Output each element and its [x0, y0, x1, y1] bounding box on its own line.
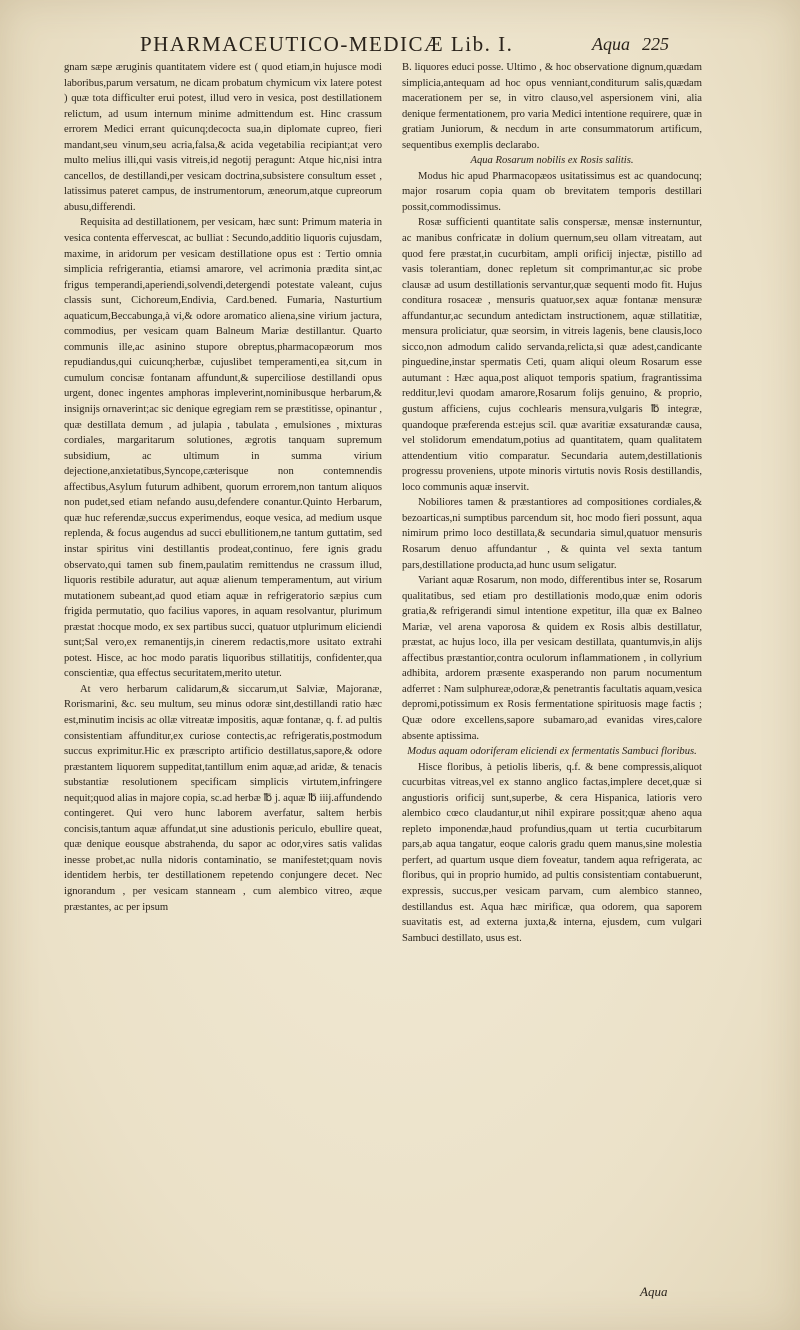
- section-label: Aqua: [592, 34, 630, 54]
- paragraph: B. liquores educi posse. Ultimo , & hoc observatione dignum,quædam simplicia,antequam ad hoc opus venniant,conditurum salis,quædam macerationem per se, in vitro clauso,vel aspersionem vini, alia denique fermentationem, pro varia Medici intentione requirere, quæ in gratiam Juniorum, & necdum in arte consummatorum artificum, sequentibus exemplis declarabo.: [402, 62, 702, 151]
- paragraph: Hisce floribus, à petiolis liberis, q.f. & bene compressis,aliquot cucurbitas vitreas,vel ex stanno anglico factas,implere decet,quæ si angustioris orificij sunt,superbe, & cera Hispanica, latioris vero alembico cœco claudantur,ut nihil expirare possit;quæ aheno aqua repleto imponendæ,haud profundius,quam ut tertia cucurbitarum pars,ab aqua tangatur, eoque caloris gradu quem manus,sine molestia perfert, ad quartum usque diem foveatur, tandem aqua refrigerata, ac floribus, qui in proprio humido, ad pultis consistentiam contabuerunt, expressis, succus,per vesicam parvam, cum alembico stanneo, destillandus est. Aqua hæc mirificæ, qua odorem, qua saporem suavitatis est, ad externa juxta,& interna, ejusdem, cum vulgari Sambuci destillato, usus est.: [402, 761, 702, 944]
- paragraph: Variant aquæ Rosarum, non modo, differentibus inter se, Rosarum qualitatibus, sed etiam pro destillationis modo,quæ enim odoris gratia,& refrigerandi simul intentione expetitur, illa quæ ex Balneo Mariæ, vel arena vaporosa & quidem ex Rosis albis destillatur, præstat, ac hujus loco, illa per vesicam destillata, quantumvis,in alijs affectibus præstantior,contra oculorum inflammationem , in collyrium adhibita, ardorem præsente exasperando non parum nocumentum adferret : Nam sulphureæ,odoræ,& penetrantis facultatis aquam,vesica depromi,potissimum ex Rosis fermentatione spirituosis mage factis ; Quæ odore excellens,sapore subamaro,ad evanidas vires,calore absente aptissima.: [402, 575, 702, 742]
- paragraph: gnam sæpe æruginis quantitatem videre est ( quod etiam,in hujusce modi laboribus,parum versatum, ne dicam probatum chymicum vix latere potest ) quæ tota difficulter erui potest, illud vero in vesica, post destillationem relictum, ad usum internum minime admittendum est. Hinc crassum errorem Medici errant quicunq;decocta sua,in diplomate cupreo, fieri mandant,seu vinum,seu acria,falsa,& acida vegetabilia recipiant;at vero multo melius illi,qui vasis vitreis,id negotij peragunt: Atque hic,nisi intra cancellos, de destillandi,per vesicam doctrina,subsistere consultum esset , latissimus pateret campus, de instrumentorum, æneorum,atque cupreorum abusu,differendi.: [64, 62, 382, 213]
- paragraph: At vero herbarum calidarum,& siccarum,ut Salviæ, Majoranæ, Rorismarini, &c. seu multum, seu minus odoræ sint,destillandi ratio hæc est,minutim incisis ac ollæ vitreatæ impositis, aquæ fontanæ, q. f. ad pultis consistentiam affunditur,ex curiose contectis,ac refrigeratis,postmodum succus exprimitur.Hic ex præscripto artificio destillatus,sapore,& odore præstantem liquorem suppeditat,tantillum enim aquæ,ad aridæ, & tenacis substantiæ resolutionem specificam simplicis virtutem,infringere nequit;quod alias in majore copia, sc.ad herbæ ℔ j. aquæ ℔ iiij.affundendo contingeret. Qui vero hunc laborem averfatur, saltem herbis concisis,tantum aquæ affundat,ut sine adustionis periculo, ebullire queat, quæ denique eousque abstrahenda, du sapor ac odor,vires satis validas inesse probet,ac nulla nidoris contaminatio, se manifestet;quam novis identidem herbis, ter destillationem repetendo conjungere decet. Nec ignorandum , per vesicam stanneam , cum alembico vitreo, æque præstantes, ac per ipsum: [64, 683, 382, 913]
- section-heading: Aqua Rosarum nobilis ex Rosis salitis.: [470, 155, 634, 167]
- paragraph: Nobiliores tamen & præstantiores ad compositiones cordiales,& bezoarticas,ni sumptibus parcendum sit, hoc modo fieri possunt, aqua nimirum primo loco destillata,& secundaria simul,quatuor mensuris Rosarum denuo affundantur , & quinta vel sexta tantum pars,destillatione producta,ad hunc usum seligatur.: [402, 497, 702, 571]
- right-text-column: [402, 60, 702, 946]
- left-text-column: [64, 60, 382, 915]
- section-heading: Modus aquam odoriferam eliciendi ex fermentatis Sambuci floribus.: [407, 746, 697, 758]
- paragraph: Rosæ sufficienti quantitate salis conspersæ, mensæ insternuntur, ac manibus confricatæ in dolium quernum,seu ollam vitreatam, aut quod fere præstat,in cucurbitam, ampli orificij injectæ, pistillo ad vasis tolerantiam, donec repletum sit comprimantur,ac sic probe clausæ ad usum destillationis servantur,quæ sequenti modo fit. Hujus conditura rosaceæ , mensuris quatuor,sex aquæ fontanæ mensuræ affundantur,ac secundum antedictam instructionem, aquæ stillatitiæ, mensura proliciatur, quæ seorsim, in vitreis lagenis, bene clausis,loco sicco,non admodum calido servanda,relicta,si quæ adest,candicante pinguedine,instar spermatis Ceti, quam aliqui oleum Rosarum esse autumant : Hæc aqua,post aliquot temporis spatium, fragrantissima redditur,levi quodam amarore,Rosarum folijs genuino, & proprio, gustum afficiens, cujus cochlearis mensura,vulgaris ℔ integræ, quandoque præferenda est:ejus scil. quæ avaritiæ exsaturandæ causa, vel stolidorum emendatum,potius ad quantitatem, quam qualitatem attendentium vitio comparatur. Secundaria autem,destillationis progressu proveniens, utpote minoris virtutis novis Rosis destillandis, loco communis aquæ inservit.: [402, 217, 702, 493]
- running-title: PHARMACEUTICO-MEDICÆ Lib. I.: [140, 32, 514, 56]
- paragraph: Modus hic apud Pharmacopæos usitatissimus est ac quandocunq; major rosarum copia quam ob brevitatem temporis destillari possit,commodissimus.: [402, 170, 702, 213]
- page-number: 225: [642, 34, 669, 54]
- catchword: Aqua: [640, 1284, 668, 1299]
- paragraph: Requisita ad destillationem, per vesicam, hæc sunt: Primum materia in vesica contenta effervescat, ac bulliat : Secundo,additio liquoris cujusdam, maxime, in aridorum per vesicam destillatione opus est : Tertio omnia simplicia refrigerantia, etiamsi amarore, vel acrimonia prædita sint,ac frigus temperandi,aperiendi,solvendi,detergendi potestate valeant, cujus classis sunt, Cichoreum,Endivia, Card.bened. Fumaria, Nasturtium aquaticum,Beccabunga,à vi,& odore aromatico aliena,sine virium jactura, commodius, per vesicam quam Balneum Mariæ destillantur. Quarto communis ille,ac asinino stupore obreptus,pharmacopæorum mos repudiandus,qui cuicunq;herbæ, cujuslibet temperamenti,ea sit,cum in cumulum concisæ fontanam affundunt,& superciliose destillandi opus urgent, donec ingentes amphoras impleverint,nominibusque herbarum,& insignijs ornaverint;ac sic denique egregiam rem se præstitisse, opinantur , quæ destillata demum , ad julapia , tabulata , emulsiones , mixturas cordiales, margaritarum solutiones, ægrotis tanquam supremum subsidium, ac ultimum in summa virium dejectione,anxietatibus,Syncope,cæterisque non contemnendis affectibus,Asylum futurum adhibent, quorum errorem,non tantum aliquos non pudet,sed etiam nefando ausu,defendere conantur.Quinto Herbarum, quæ huc referendæ,succus experimendus, eoque vesica, ad medium usque replenda, & focus augendus ad succi ebullitionem,ne tantum guttatim, sed instar spiritus vini destillantis prodeat,continuo, fere ignis gradu observato,qui tamen sub finem,paulatim remittendus ne crassum illud, liquoris restibile aduratur, aut aquæ alienum temperamentum, aut virium mutationem subeant,ad quod etiam aquæ in refrigeratorio sæpius cum frigida permutatio, quo facilius vapores, in aquam resolvantur, plurimum præstat :hocque modo, ex sex partibus succi, quatuor utplurimum eliciendi sunt;Sal vero,ex remanentijs,in cinerem redactis,more usitato extrahi potest. Hisce, ac hoc modo paratis liquoribus stillatitijs, confidenter,qua conscientiæ, qua effectus securitatem,merito utetur.: [64, 217, 382, 680]
- page-header: [140, 32, 760, 60]
